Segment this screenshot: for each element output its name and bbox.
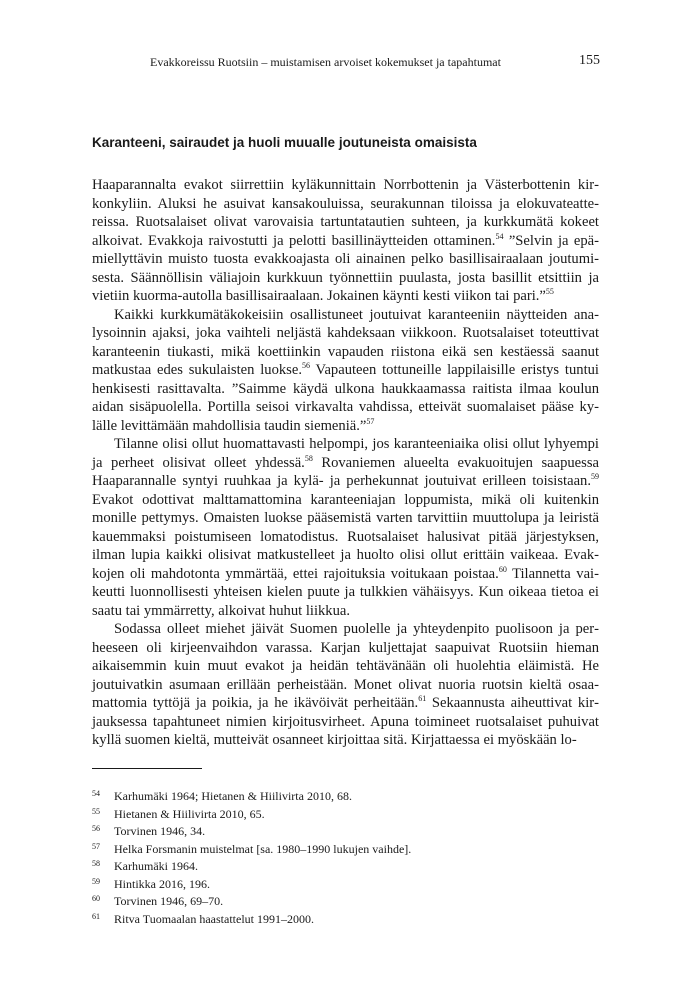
footnote-text: Hietanen & Hiilivirta 2010, 65.	[114, 806, 265, 821]
footnote-number: 60	[92, 894, 100, 903]
footnote-reference: 56	[301, 361, 310, 370]
paragraph-text: Kaikki kurkkumätäkokeisiin osallistuneet joutuivat karanteeniin näytteiden analysoinnin ajaksi, joka vaihteli neljästä kahdeksaan viikkoon. Ruotsalaiset toteuttivat karanteenin tiukasti, mikä koettiinkin vapauden riistona eikä sen kestäessä saanut matkustaa edes sukulaisten luokse.	[92, 306, 599, 378]
body-paragraph	[92, 176, 599, 306]
footnote-text: Torvinen 1946, 34.	[114, 824, 206, 838]
footnote	[92, 788, 599, 806]
paragraph-text: Sodassa olleet miehet jäivät Suomen puolelle ja yhteydenpito puolisoon ja perheeseen oli kirjeenvaihdon varassa. Karjan kuljettajat saapuivat Ruotsiin hieman aikaisemmin kuin muut evakot ja heidän tehtävänään oli huolehtia eläimistä. He joutuivatkin asumaan erillään perheistään. Monet olivat nuoria ruotsin kieltä osaamattomia tyttöjä ja poikia, ja he ikävöivät perheitään.	[92, 621, 599, 711]
footnote-reference: 61	[418, 694, 427, 703]
footnote	[92, 806, 599, 824]
paragraph-text: Rovaniemen alueelta evakuoitujen saapuessa Haaparannalle syntyi ruuhkaa ja kylä- ja perhekunnat joutuivat erilleen toisistaan.	[92, 454, 599, 489]
running-head-title: Evakkoreissu Ruotsiin – muistamisen arvoiset kokemukset ja tapahtumat	[150, 55, 501, 69]
footnote-text: Torvinen 1946, 69–70.	[114, 894, 224, 908]
footnote-reference: 58	[304, 453, 313, 463]
body-paragraph	[92, 620, 599, 750]
footnote	[92, 876, 599, 894]
footnote-number: 58	[92, 859, 100, 868]
footnote	[92, 858, 599, 876]
footnote-text: Ritva Tuomaalan haastattelut 1991–2000.	[114, 911, 314, 926]
body-paragraph	[92, 435, 599, 620]
footnote	[92, 893, 599, 911]
footnotes	[92, 788, 599, 928]
section-heading: Karanteeni, sairaudet ja huoli muualle joutuneista omaisista	[92, 135, 477, 150]
footnote-number: 61	[92, 911, 100, 921]
footnote-reference: 60	[498, 564, 507, 574]
paragraph-text: Tilannetta vaikeutti luonnollisesti yhteisen kielen puute ja tulkkien vähäisyys. Kun oikeaa tietoa ei saatu tai ymmärretty, alkoivat huhut liikkua.	[92, 565, 599, 619]
footnote-number: 56	[92, 824, 100, 833]
page-number: 155	[579, 53, 600, 68]
footnote-divider	[92, 768, 202, 769]
footnote-text: Karhumäki 1964.	[114, 859, 198, 873]
footnote-reference: 59	[591, 472, 599, 481]
paragraph-text: Haaparannalta evakot siirrettiin kyläkunnittain Norrbottenin ja Västerbottenin kirkonkyliin. Aluksi he asuivat kansakouluissa, seurakunnan tiloissa ja elokuvateattereissa. Ruotsalaiset olivat varovaisia tartuntatautien suhteen, ja kurkkumätä kokeet alkoivat. Evakkoja raivostutti ja pelotti basillinäytteiden ottaminen.	[92, 177, 599, 249]
footnote	[92, 841, 599, 859]
footnote-number: 57	[92, 841, 100, 851]
footnote	[92, 823, 599, 841]
footnote	[92, 911, 599, 929]
footnote-reference: 54	[495, 231, 504, 241]
footnote-number: 55	[92, 806, 100, 816]
paragraph-text: Vapauteen tottuneille lappilaisille eristys tuntui henkisesti rasittavalta. ”Saimme käydä ulkona haukkaamassa raitista ilmaa koulun aidan sisäpuolella. Portilla seisoi virkavalta vahdissa, etteivät suomalaiset pääse kylälle levittämään mahdollisia taudin siemeniä.”	[92, 362, 599, 434]
body-text	[92, 176, 599, 750]
footnote-reference: 55	[545, 287, 554, 296]
paragraph-text: Sekaannusta aiheuttivat kirjauksessa tapahtuneet nimien kirjoitusvirheet. Apuna toimineet ruotsalaiset puhuivat kyllä suomen kieltä, mutteivät osanneet kirjoittaa sitä. Kirjattaessa ei myöskään lo-	[92, 695, 599, 748]
paragraph-text: Evakot odottivat malttamattomina karanteeniajan loppumista, mikä oli kuitenkin monille pettymys. Omaisten luokse pääsemistä varten tarvittiin muuttolupa ja leiristä kauemmaksi poistumiseen lomatodistus. Ruotsalaiset halusivat pitää järjestyksen, ilman lupia kaikki olisivat matkustelleet ja huolto olisi ollut erittäin vaikeaa. Evakkojen oli mahdotonta ymmärtää, ettei rajoituksia voitukaan poistaa.	[92, 491, 599, 582]
footnote-text: Hintikka 2016, 196.	[114, 876, 210, 891]
body-paragraph	[92, 306, 599, 436]
footnote-text: Helka Forsmanin muistelmat [sa. 1980–1990 lukujen vaihde].	[114, 841, 412, 856]
footnote-text: Karhumäki 1964; Hietanen & Hiilivirta 2010, 68.	[114, 789, 352, 803]
paragraph-text: ”Selvin ja epämiellyttävin muisto tuosta evakkoajasta oli ainainen pelko basillisairaalaan joutumisesta. Säännöllisin väliajoin kurkkuun työnnettiin puulasta, josta basillit etsittiin ja vietiin kuorma-autolla basillisairaalaan. Jokainen käynti kesti viikon tai pari.”	[92, 232, 599, 304]
footnote-reference: 57	[366, 416, 375, 426]
footnote-number: 59	[92, 876, 100, 886]
footnote-number: 54	[92, 789, 100, 798]
paragraph-text: Tilanne olisi ollut huomattavasti helpompi, jos karanteeniaika olisi ollut lyhyempi ja perheet olisivat olleet yhdessä.	[92, 436, 599, 471]
